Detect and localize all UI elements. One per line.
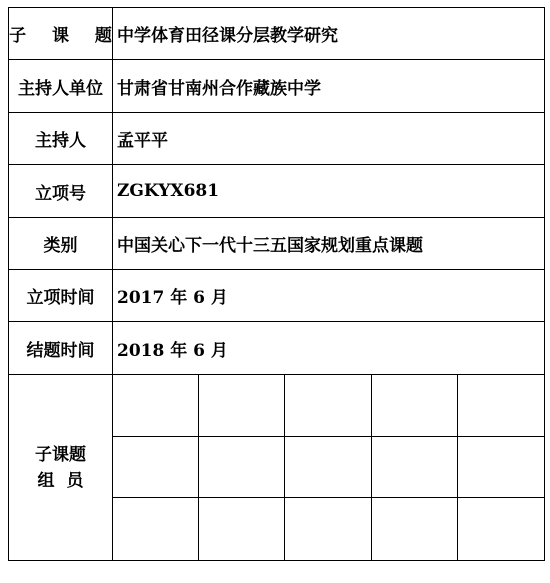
value-host: 孟平平 [117,131,168,151]
member-cell[interactable] [458,375,544,437]
label-members [9,375,113,560]
value-project-number: ZGKYX681 [117,181,220,201]
member-cell[interactable] [285,498,371,560]
member-cell[interactable] [285,375,371,437]
member-cell[interactable] [199,498,285,560]
value-start-date: 2017 年 6 月 [117,288,228,308]
member-cell[interactable] [199,437,285,499]
member-cell[interactable] [458,437,544,499]
member-cell[interactable] [113,437,199,499]
value-category: 中国关心下一代十三五国家规划重点课题 [117,236,423,256]
member-cell[interactable] [113,498,199,560]
row-subtopic [9,8,544,60]
label-members-line1: 子课题 [35,444,86,465]
project-info-form [8,7,545,561]
label-subtopic: 子 课 题 [9,8,113,59]
row-start-date [9,270,544,322]
member-cell[interactable] [199,375,285,437]
value-subtopic: 中学体育田径课分层教学研究 [117,26,338,46]
label-category: 类别 [9,218,113,269]
row-project-number [9,165,544,218]
value-end-date: 2018 年 6 月 [117,340,228,361]
member-cell[interactable] [113,375,199,437]
label-start-date: 立项时间 [9,270,113,321]
member-cell[interactable] [372,437,458,499]
member-cell[interactable] [458,498,544,560]
row-category [9,218,544,270]
row-host [9,113,544,165]
members-grid [113,375,544,560]
label-host-unit: 主持人单位 [9,60,113,112]
value-host-unit: 甘肃省甘南州合作藏族中学 [117,78,321,99]
member-cell[interactable] [285,437,371,499]
row-host-unit [9,60,544,113]
label-host: 主持人 [9,113,113,164]
label-members-line2: 组员 [37,470,96,491]
member-cell[interactable] [372,498,458,560]
row-end-date [9,322,544,375]
label-project-number: 立项号 [9,165,113,217]
member-cell[interactable] [372,375,458,437]
label-end-date: 结题时间 [9,322,113,374]
members-section [9,375,544,560]
